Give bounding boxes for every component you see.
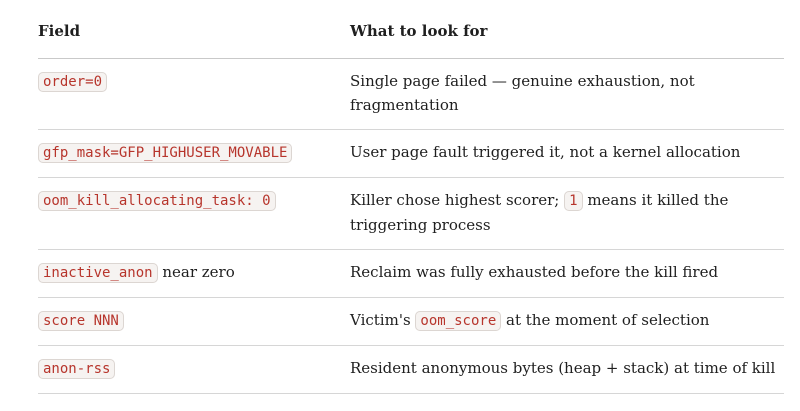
- description-text-continued: at the moment of selection: [501, 311, 710, 329]
- description-cell: [350, 130, 784, 178]
- table-row: [38, 346, 784, 394]
- header-field: Field: [38, 18, 350, 59]
- field-cell: [38, 346, 350, 394]
- field-code: gfp_mask=GFP_HIGHUSER_MOVABLE: [38, 143, 292, 163]
- description-text: Resident anonymous bytes (heap + stack) at time of kill: [350, 359, 776, 377]
- field-cell: [38, 250, 350, 298]
- header-what-to-look-for: What to look for: [350, 18, 784, 59]
- description-text: Victim's: [350, 311, 416, 329]
- inline-code: oom_score: [415, 311, 501, 331]
- field-cell: [38, 178, 350, 250]
- field-code: score NNN: [38, 311, 124, 331]
- description-cell: [350, 346, 784, 394]
- field-code: inactive_anon: [38, 263, 158, 283]
- field-code: oom_kill_allocating_task: 0: [38, 191, 276, 211]
- description-text: Single page failed — genuine exhaustion, not fragmentation: [350, 72, 695, 114]
- field-cell: [38, 59, 350, 130]
- description-text: Reclaim was fully exhausted before the kill fired: [350, 263, 719, 281]
- description-cell: [350, 178, 784, 250]
- field-code: order=0: [38, 72, 107, 92]
- description-cell: [350, 59, 784, 130]
- description-cell: [350, 250, 784, 298]
- table-row: [38, 250, 784, 298]
- inline-code: 1: [564, 191, 582, 211]
- oom-fields-table: [38, 18, 784, 394]
- table-header-row: [38, 18, 784, 59]
- field-cell: [38, 298, 350, 346]
- table-row: [38, 178, 784, 250]
- description-text-continued: means it killed the triggering process: [350, 191, 729, 234]
- description-cell: [350, 298, 784, 346]
- description-text: User page fault triggered it, not a kernel allocation: [350, 143, 741, 161]
- table-row: [38, 130, 784, 178]
- field-code: anon-rss: [38, 359, 115, 379]
- field-cell: [38, 130, 350, 178]
- description-text: Killer chose highest scorer;: [350, 191, 565, 209]
- field-suffix: near zero: [157, 263, 235, 281]
- table-row: [38, 298, 784, 346]
- reference-table-container: [38, 18, 784, 394]
- table-row: [38, 59, 784, 130]
